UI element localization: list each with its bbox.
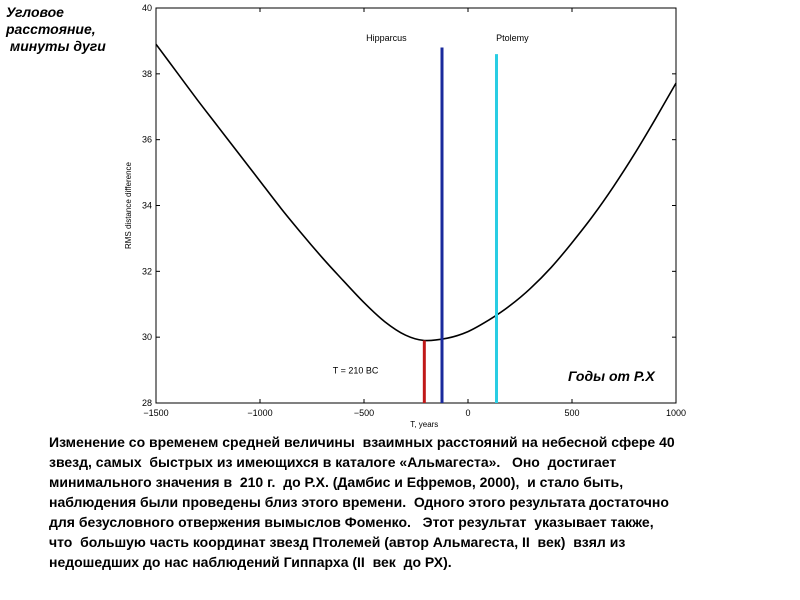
plot-area [124, 3, 686, 429]
y-tick-label: 34 [141, 200, 152, 211]
y-tick-label: 36 [141, 134, 152, 145]
y-axis-annotation-ru: Угловое расстояние, минуты дуги [6, 4, 106, 54]
y-axis-label: RMS distance difference [124, 161, 133, 250]
y-tick-label: 28 [141, 398, 152, 408]
plot-frame [156, 8, 676, 403]
hipparcus-label: Hipparcus [366, 32, 407, 43]
min-marker-label: T = 210 BC [332, 365, 379, 376]
x-tick-label: 1000 [665, 408, 687, 418]
y-tick-label: 38 [141, 68, 152, 79]
y-tick-label: 40 [141, 3, 152, 13]
y-tick-label: 30 [141, 332, 152, 343]
rms-curve [156, 44, 676, 340]
y-tick-label: 32 [141, 266, 152, 277]
x-tick-label: 500 [564, 408, 580, 418]
figure-caption: Изменение со временем средней величины взаимных расстояний на небесной сфере 40 звезд, самых быстрых из имеющихся в каталоге «Альмагеста». Оно достигает минимального значения в 210 г. до Р.Х. (Дамбис и Ефремов, 2000), и стало быть, наблюдения были проведены близ этого времени. Одного этого результата достаточно для безусловного отвержения вымыслов Фоменко. Этот результат указывает также, что большую часть координат звезд Птолемей (автор Альмагеста, II век) взял из недошедших до нас наблюдений Гиппарха (II век до РХ). [49, 434, 675, 570]
x-axis-annotation-ru: Годы от Р.Х [568, 368, 655, 384]
x-tick-label: −500 [353, 408, 375, 418]
x-tick-label: 0 [465, 408, 471, 418]
x-tick-label: −1500 [143, 408, 169, 418]
ptolemy-label: Ptolemy [496, 32, 529, 43]
x-tick-label: −1000 [247, 408, 273, 418]
x-axis-label: T, years [410, 420, 439, 429]
